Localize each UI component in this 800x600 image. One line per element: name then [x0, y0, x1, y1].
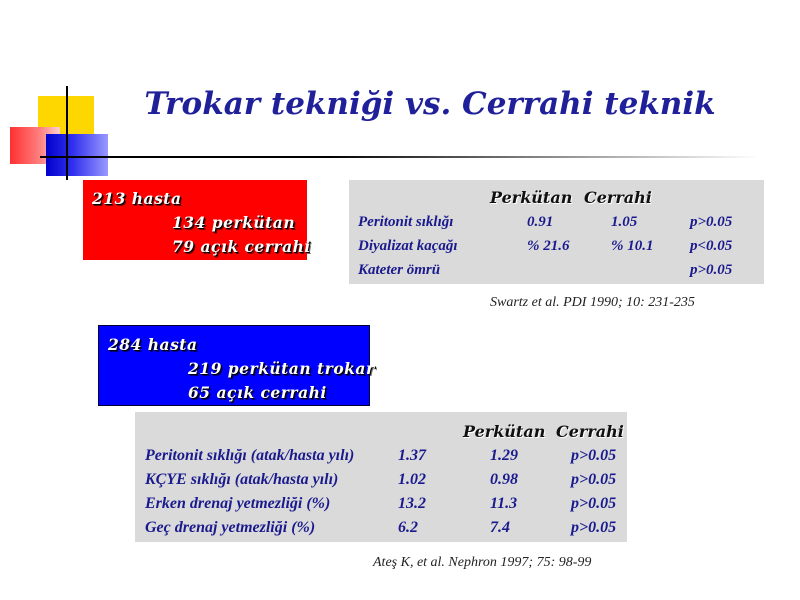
title-underline [40, 156, 760, 158]
logo-vertical-line [66, 86, 68, 180]
table-cell-percutaneous: 0.91 [527, 214, 554, 230]
study1-patient-box [83, 180, 311, 260]
table-row-label: Kateter ömrü [358, 262, 441, 278]
table-cell-surgical: 11.3 [490, 495, 518, 512]
slide-title: Trokar tekniği vs. Cerrahi teknik [144, 86, 716, 122]
table-cell-p-value: p>0.05 [571, 519, 617, 536]
study1-percutaneous-count: 134 perkütan [172, 213, 296, 232]
study2-percutaneous-count: 219 perkütan trokar [188, 359, 375, 378]
table-cell-surgical: 0.98 [490, 471, 518, 488]
column-header-percutaneous: Perkütan [463, 422, 546, 441]
table-cell-p-value: p>0.05 [571, 471, 617, 488]
table-row-label: KÇYE sıklığı (atak/hasta yılı) [145, 471, 339, 488]
study2-total-patients: 284 hasta [108, 335, 198, 354]
study1-total-patients: 213 hasta [92, 189, 182, 208]
table-cell-p-value: p>0.05 [571, 495, 617, 512]
table-cell-percutaneous: 1.02 [398, 471, 426, 488]
table-cell-surgical: % 10.1 [611, 238, 654, 254]
column-header-surgical: Cerrahi [556, 422, 624, 441]
table-cell-percutaneous: % 21.6 [527, 238, 570, 254]
study2-patient-box [98, 325, 375, 406]
table-row-label: Diyalizat kaçağı [358, 238, 458, 254]
logo-blue-square [46, 134, 108, 176]
table-cell-surgical: 1.29 [490, 447, 518, 464]
table-cell-surgical: 1.05 [611, 214, 638, 230]
column-header-percutaneous: Perkütan [490, 188, 573, 207]
study2-open-surgery-count: 65 açık cerrahi [188, 383, 327, 402]
table-cell-percutaneous: 1.37 [398, 447, 426, 464]
table-cell-p-value: p>0.05 [690, 262, 733, 278]
table-row-label: Peritonit sıklığı [358, 214, 454, 230]
table-cell-surgical: 7.4 [490, 519, 510, 536]
study2-results-table [135, 412, 627, 542]
table-cell-percutaneous: 13.2 [398, 495, 426, 512]
study2-reference: Ateş K, et al. Nephron 1997; 75: 98-99 [373, 555, 592, 570]
table-cell-p-value: p<0.05 [690, 238, 733, 254]
table-row-label: Geç drenaj yetmezliği (%) [145, 519, 316, 536]
table-cell-percutaneous: 6.2 [398, 519, 418, 536]
table-row-label: Erken drenaj yetmezliği (%) [145, 495, 331, 512]
study1-open-surgery-count: 79 açık cerrahi [172, 237, 311, 256]
study1-results-table [349, 180, 764, 284]
table-cell-p-value: p>0.05 [690, 214, 733, 230]
table-cell-p-value: p>0.05 [571, 447, 617, 464]
study1-reference: Swartz et al. PDI 1990; 10: 231-235 [490, 295, 695, 310]
table-row-label: Peritonit sıklığı (atak/hasta yılı) [145, 447, 355, 464]
column-header-surgical: Cerrahi [584, 188, 652, 207]
